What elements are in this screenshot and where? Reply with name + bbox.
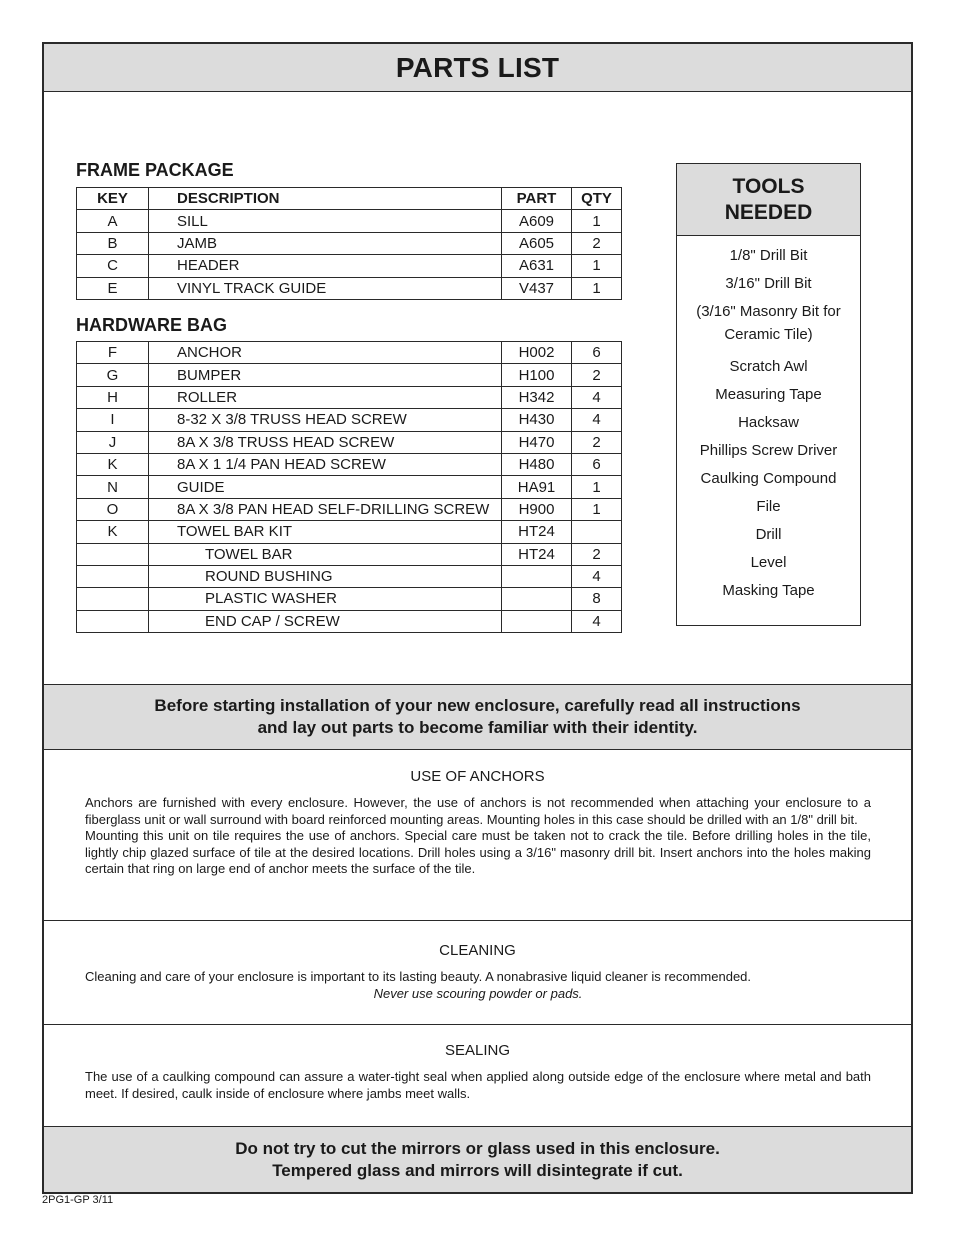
- table-row: [77, 565, 622, 587]
- cell-qty: 6: [572, 453, 622, 475]
- cell-description: ROLLER: [149, 386, 502, 408]
- table-row: [77, 232, 622, 254]
- section-divider: [44, 1024, 911, 1025]
- cell-qty: 1: [572, 498, 622, 520]
- table-row: [77, 498, 622, 520]
- cleaning-text: Cleaning and care of your enclosure is important to its lasting beauty. A nonabrasive liquid cleaner is recommended.: [85, 969, 752, 984]
- sealing-text: The use of a caulking compound can assure a water-tight seal when applied along outside edge of the enclosure where metal and bath meet. If desired, caulk inside of enclosure where jambs meet walls.: [85, 1069, 871, 1101]
- cell-qty: 4: [572, 565, 622, 587]
- cleaning-body: [85, 969, 871, 1002]
- cell-part: A605: [502, 232, 572, 254]
- cell-key: A: [77, 210, 149, 232]
- tool-item: 1/8" Drill Bit: [729, 247, 808, 264]
- cell-description: GUIDE: [149, 476, 502, 498]
- cell-description: SILL: [149, 210, 502, 232]
- tools-needed-box: [676, 163, 861, 626]
- cell-part: H430: [502, 409, 572, 431]
- cell-key: K: [77, 453, 149, 475]
- table-row: [77, 453, 622, 475]
- tools-heading-line1: TOOLS: [732, 174, 805, 198]
- cell-part: H342: [502, 386, 572, 408]
- table-row: [77, 210, 622, 232]
- cell-key: B: [77, 232, 149, 254]
- cell-part: A609: [502, 210, 572, 232]
- cell-part: HT24: [502, 521, 572, 543]
- cell-part: H100: [502, 364, 572, 386]
- cell-qty: 2: [572, 543, 622, 565]
- page-title: PARTS LIST: [395, 51, 560, 83]
- table-row: [77, 255, 622, 277]
- cell-description: 8A X 3/8 TRUSS HEAD SCREW: [149, 431, 502, 453]
- tool-item: Caulking Compound: [700, 470, 837, 487]
- cell-key: I: [77, 409, 149, 431]
- cell-qty: 2: [572, 364, 622, 386]
- table-row: [77, 431, 622, 453]
- cell-key: G: [77, 364, 149, 386]
- cell-key: [77, 543, 149, 565]
- tool-item: Hacksaw: [738, 414, 799, 431]
- cell-qty: 6: [572, 342, 622, 364]
- tool-item: Drill: [755, 526, 782, 543]
- document-frame: [42, 42, 913, 1194]
- table-row: [77, 277, 622, 299]
- cell-qty: [572, 521, 622, 543]
- tool-item: Measuring Tape: [715, 386, 822, 403]
- anchors-paragraph: Mounting this unit on tile requires the use of anchors. Special care must be taken not to crack the tile. Before drilling holes in the tile, lightly chip glazed surface of tile at the desired locations. Drill holes using a 3/16" masonry drill bit. Insert anchors into the holes making certain that ring on large end of anchor meets the surface of the tile.: [85, 828, 871, 877]
- cell-description: TOWEL BAR: [149, 543, 502, 565]
- hardware-bag-table: [76, 341, 622, 633]
- cleaning-heading: CLEANING: [439, 942, 516, 959]
- cell-qty: 1: [572, 277, 622, 299]
- cell-key: K: [77, 521, 149, 543]
- tools-heading: [677, 164, 860, 236]
- table-header-row: [77, 188, 622, 210]
- cell-qty: 4: [572, 409, 622, 431]
- cell-key: H: [77, 386, 149, 408]
- tool-item: Masking Tape: [722, 582, 815, 599]
- anchors-paragraph: Anchors are furnished with every enclosure. However, the use of anchors is not recommended when attaching your enclosure to a fiberglass unit or wall surround with board reinforced mounting areas. Mounting holes in this case should be drilled with an 1/8" drill bit.: [85, 795, 871, 827]
- sealing-body: [85, 1069, 871, 1102]
- cell-description: PLASTIC WASHER: [149, 588, 502, 610]
- cell-part: V437: [502, 277, 572, 299]
- table-row: [77, 476, 622, 498]
- tool-item: Phillips Screw Driver: [699, 442, 838, 459]
- section-divider: [44, 920, 911, 921]
- table-row: [77, 364, 622, 386]
- title-bar: [44, 44, 911, 92]
- sealing-heading: SEALING: [444, 1042, 511, 1059]
- frame-package-label: FRAME PACKAGE: [76, 160, 234, 180]
- cell-description: HEADER: [149, 255, 502, 277]
- table-row: [77, 588, 622, 610]
- hardware-bag-label: HARDWARE BAG: [76, 315, 227, 335]
- cell-key: C: [77, 255, 149, 277]
- table-row: [77, 521, 622, 543]
- tool-item: Ceramic Tile): [724, 326, 813, 343]
- cell-description: TOWEL BAR KIT: [149, 521, 502, 543]
- frame-package-table: [76, 187, 622, 300]
- notice-line: and lay out parts to become familiar with their identity.: [257, 718, 698, 737]
- anchors-body: [85, 795, 871, 878]
- header-part: PART: [502, 188, 572, 210]
- header-key: KEY: [77, 188, 149, 210]
- cell-description: 8-32 X 3/8 TRUSS HEAD SCREW: [149, 409, 502, 431]
- table-row: [77, 342, 622, 364]
- table-row: [77, 543, 622, 565]
- table-row: [77, 610, 622, 632]
- cell-key: J: [77, 431, 149, 453]
- cell-part: HT24: [502, 543, 572, 565]
- notice-glass-warning: [44, 1126, 911, 1192]
- cell-key: E: [77, 277, 149, 299]
- cell-description: ROUND BUSHING: [149, 565, 502, 587]
- notice-read-instructions: [44, 684, 911, 750]
- tools-list: [677, 236, 860, 602]
- tool-item: File: [756, 498, 781, 515]
- document-code: 2PG1-GP 3/11: [42, 1194, 114, 1206]
- cell-qty: 2: [572, 431, 622, 453]
- cell-description: JAMB: [149, 232, 502, 254]
- header-qty: QTY: [572, 188, 622, 210]
- cell-key: F: [77, 342, 149, 364]
- cell-qty: 1: [572, 210, 622, 232]
- cell-description: 8A X 3/8 PAN HEAD SELF-DRILLING SCREW: [149, 498, 502, 520]
- cell-part: [502, 610, 572, 632]
- header-description: DESCRIPTION: [149, 188, 502, 210]
- cell-part: H480: [502, 453, 572, 475]
- notice-line: Tempered glass and mirrors will disintegrate if cut.: [272, 1161, 683, 1180]
- cell-part: [502, 565, 572, 587]
- tools-heading-line2: NEEDED: [724, 200, 813, 224]
- cell-description: ANCHOR: [149, 342, 502, 364]
- cell-part: H470: [502, 431, 572, 453]
- cell-qty: 1: [572, 476, 622, 498]
- tool-item: Scratch Awl: [729, 358, 808, 375]
- anchors-heading: USE OF ANCHORS: [410, 768, 545, 785]
- cell-part: HA91: [502, 476, 572, 498]
- cell-qty: 4: [572, 610, 622, 632]
- notice-line: Before starting installation of your new enclosure, carefully read all instructions: [154, 696, 801, 715]
- cell-qty: 4: [572, 386, 622, 408]
- cell-part: [502, 588, 572, 610]
- cell-qty: 2: [572, 232, 622, 254]
- table-row: [77, 409, 622, 431]
- cell-description: VINYL TRACK GUIDE: [149, 277, 502, 299]
- cell-description: BUMPER: [149, 364, 502, 386]
- cell-key: [77, 565, 149, 587]
- cleaning-warning: Never use scouring powder or pads.: [373, 985, 583, 1001]
- cell-key: N: [77, 476, 149, 498]
- cell-qty: 1: [572, 255, 622, 277]
- cell-part: H002: [502, 342, 572, 364]
- tool-item: 3/16" Drill Bit: [725, 275, 812, 292]
- notice-line: Do not try to cut the mirrors or glass used in this enclosure.: [235, 1139, 720, 1158]
- cell-part: A631: [502, 255, 572, 277]
- cell-description: 8A X 1 1/4 PAN HEAD SCREW: [149, 453, 502, 475]
- cell-part: H900: [502, 498, 572, 520]
- tool-item: (3/16" Masonry Bit for: [696, 303, 841, 320]
- cell-key: [77, 588, 149, 610]
- cell-key: [77, 610, 149, 632]
- cell-qty: 8: [572, 588, 622, 610]
- cell-key: O: [77, 498, 149, 520]
- tool-item: Level: [750, 554, 787, 571]
- cell-description: END CAP / SCREW: [149, 610, 502, 632]
- table-row: [77, 386, 622, 408]
